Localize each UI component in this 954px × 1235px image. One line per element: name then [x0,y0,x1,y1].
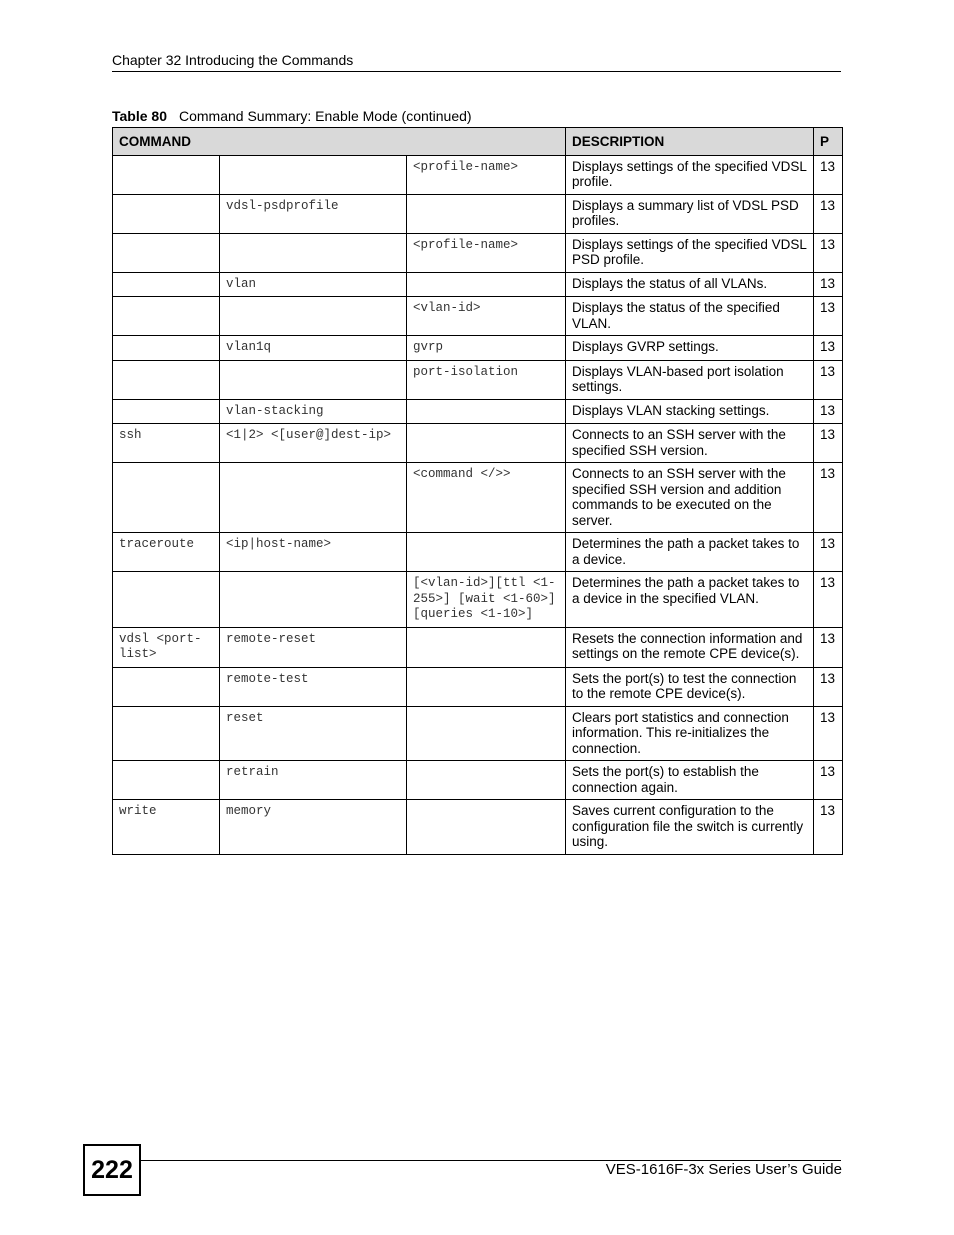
subcommand-cell: vlan [220,272,407,297]
page-number: 222 [83,1144,141,1196]
description-cell: Resets the connection information and settings on the remote CPE device(s). [566,627,814,667]
table-row [113,572,843,628]
description-cell: Displays a summary list of VDSL PSD profiles. [566,194,814,233]
page-ref-cell: 13 [814,424,843,463]
description-cell: Determines the path a packet takes to a device in the specified VLAN. [566,572,814,628]
description-cell: Displays VLAN-based port isolation settings. [566,360,814,399]
description-cell: Displays VLAN stacking settings. [566,399,814,424]
argument-cell: <profile-name> [407,233,566,272]
argument-cell [407,706,566,761]
argument-cell [407,194,566,233]
table-row [113,424,843,463]
subcommand-cell: retrain [220,761,407,800]
command-cell [113,360,220,399]
subcommand-cell: vlan-stacking [220,399,407,424]
description-cell: Displays settings of the specified VDSL PSD profile. [566,233,814,272]
description-cell: Saves current configuration to the configuration file the switch is currently using. [566,800,814,855]
description-cell: Displays settings of the specified VDSL profile. [566,155,814,194]
column-header-command: COMMAND [113,128,566,156]
table-header-row [113,128,843,156]
table-row [113,761,843,800]
subcommand-cell: <ip|host-name> [220,533,407,572]
page-ref-cell: 13 [814,399,843,424]
argument-cell [407,627,566,667]
command-cell [113,761,220,800]
command-cell [113,667,220,706]
description-cell: Sets the port(s) to test the connection to the remote CPE device(s). [566,667,814,706]
running-header: Chapter 32 Introducing the Commands [112,52,841,72]
command-cell [113,233,220,272]
table-caption-title: Command Summary: Enable Mode (continued) [179,108,472,124]
table-row [113,800,843,855]
description-cell: Displays the status of the specified VLAN. [566,297,814,336]
description-cell: Displays GVRP settings. [566,336,814,361]
command-cell [113,194,220,233]
table-row [113,336,843,361]
page-ref-cell: 13 [814,800,843,855]
page-ref-cell: 13 [814,360,843,399]
argument-cell [407,399,566,424]
command-cell: write [113,800,220,855]
argument-cell [407,424,566,463]
table-row [113,627,843,667]
table-row [113,194,843,233]
table-row [113,399,843,424]
description-cell: Displays the status of all VLANs. [566,272,814,297]
table-row [113,360,843,399]
argument-cell [407,272,566,297]
table-caption [112,108,472,125]
description-cell: Clears port statistics and connection information. This re-initializes the connection. [566,706,814,761]
table-row [113,297,843,336]
page-ref-cell: 13 [814,572,843,628]
page-ref-cell: 13 [814,272,843,297]
page-ref-cell: 13 [814,627,843,667]
subcommand-cell: remote-reset [220,627,407,667]
command-summary-table [112,127,843,855]
argument-cell: [<vlan-id>][ttl <1-255>] [wait <1-60>] [queries <1-10>] [407,572,566,628]
command-cell [113,706,220,761]
subcommand-cell: vlan1q [220,336,407,361]
column-header-description: DESCRIPTION [566,128,814,156]
table-row [113,272,843,297]
subcommand-cell: remote-test [220,667,407,706]
subcommand-cell [220,233,407,272]
argument-cell: port-isolation [407,360,566,399]
command-cell [113,272,220,297]
page-ref-cell: 13 [814,463,843,533]
table-caption-label: Table 80 [112,108,167,124]
description-cell: Connects to an SSH server with the specified SSH version. [566,424,814,463]
command-cell: ssh [113,424,220,463]
table-row [113,463,843,533]
column-header-p: P [814,128,843,156]
page-ref-cell: 13 [814,233,843,272]
argument-cell: <profile-name> [407,155,566,194]
subcommand-cell [220,463,407,533]
argument-cell [407,761,566,800]
subcommand-cell [220,360,407,399]
subcommand-cell [220,572,407,628]
argument-cell [407,533,566,572]
page-ref-cell: 13 [814,533,843,572]
page-ref-cell: 13 [814,297,843,336]
argument-cell: <command </>> [407,463,566,533]
table-row [113,533,843,572]
command-cell [113,399,220,424]
command-cell: traceroute [113,533,220,572]
description-cell: Determines the path a packet takes to a device. [566,533,814,572]
description-cell: Connects to an SSH server with the specified SSH version and addition commands to be executed on the server. [566,463,814,533]
table-row [113,667,843,706]
table-row [113,233,843,272]
command-cell [113,297,220,336]
command-cell [113,155,220,194]
guide-title: VES-1616F-3x Series User’s Guide [605,1161,842,1178]
argument-cell [407,667,566,706]
subcommand-cell: vdsl-psdprofile [220,194,407,233]
subcommand-cell: memory [220,800,407,855]
argument-cell: gvrp [407,336,566,361]
command-cell [113,463,220,533]
argument-cell: <vlan-id> [407,297,566,336]
page-ref-cell: 13 [814,761,843,800]
subcommand-cell: reset [220,706,407,761]
page-ref-cell: 13 [814,667,843,706]
command-cell [113,336,220,361]
page-ref-cell: 13 [814,706,843,761]
command-cell [113,572,220,628]
subcommand-cell [220,155,407,194]
table-row [113,706,843,761]
description-cell: Sets the port(s) to establish the connection again. [566,761,814,800]
page-ref-cell: 13 [814,194,843,233]
table-row [113,155,843,194]
page-ref-cell: 13 [814,336,843,361]
page-ref-cell: 13 [814,155,843,194]
argument-cell [407,800,566,855]
subcommand-cell [220,297,407,336]
command-cell: vdsl <port-list> [113,627,220,667]
subcommand-cell: <1|2> <[user@]dest-ip> [220,424,407,463]
